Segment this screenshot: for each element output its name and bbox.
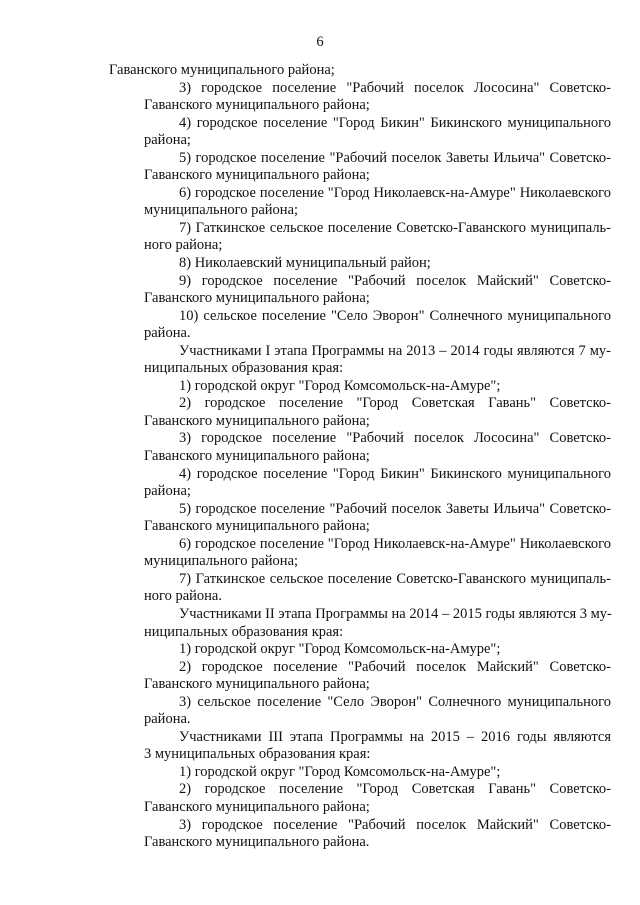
page-number: 6 [316,34,324,50]
text-line: Гаванского муниципального района; [144,412,370,429]
text-line: 5) городское поселение "Рабочий поселок Заветы Ильича" Советско- [179,149,611,166]
text-line: Гаванского муниципального района; [144,798,370,815]
text-line: 8) Николаевский муниципальный район; [179,255,431,272]
text-line: Гаванского муниципального района. [144,834,370,851]
text-line: Гаванского муниципального района; [144,448,370,465]
text-line: 3) сельское поселение "Село Эворон" Солнечного муниципального [179,693,611,710]
text-line: Гаванского муниципального района; [144,97,370,114]
text-line: 6) городское поселение "Город Николаевск-на-Амуре" Николаевского [179,184,611,201]
text-line: 7) Гаткинское сельское поселение Советско-Гаванского муниципаль- [179,219,611,236]
text-line: муниципального района; [144,553,299,570]
text-line: Гаванского муниципального района; [144,290,370,307]
text-line: Гаванского муниципального района; [144,676,370,693]
paragraph [109,343,611,378]
paragraph [109,220,611,255]
paragraph [109,430,611,465]
text-line: 3 муниципальных образования края: [144,746,371,763]
paragraph [109,378,611,396]
paragraph [109,729,611,764]
text-line: 2) городское поселение "Рабочий поселок Майский" Советско- [179,658,611,675]
text-line: 2) городское поселение "Город Советская Гавань" Советско- [179,395,611,412]
text-line: 1) городской округ "Город Комсомольск-на-Амуре"; [179,377,501,394]
text-line: 6) городское поселение "Город Николаевск-на-Амуре" Николаевского [179,535,611,552]
paragraph [109,273,611,308]
paragraph [109,694,611,729]
paragraph [109,817,611,852]
text-line: 10) сельское поселение "Село Эворон" Солнечного муниципального [179,307,611,324]
text-line: 3) городское поселение "Рабочий поселок Лососина" Советско- [179,430,611,447]
paragraph [109,641,611,659]
text-line: Участниками III этапа Программы на 2015 – 2016 годы являются [179,728,611,745]
paragraph [109,659,611,694]
text-line: ного района; [144,237,223,254]
text-line: 5) городское поселение "Рабочий поселок Заветы Ильича" Советско- [179,500,611,517]
text-line: Участниками II этапа Программы на 2014 – 2015 годы являются 3 му- [179,605,612,622]
text-line: 4) городское поселение "Город Бикин" Бикинского муниципального [179,114,611,131]
paragraph [109,395,611,430]
paragraph [109,501,611,536]
text-line: ниципальных образования края: [144,360,344,377]
text-line: ниципальных образования края: [144,623,344,640]
text-line: 4) городское поселение "Город Бикин" Бикинского муниципального [179,465,611,482]
text-line: 1) городской округ "Город Комсомольск-на-Амуре"; [179,763,501,780]
text-line: района. [144,325,191,342]
document-body [109,62,611,852]
paragraph [109,606,611,641]
paragraph [109,62,611,80]
text-line: Гаванского муниципального района; [109,62,335,78]
text-line: Гаванского муниципального района; [144,167,370,184]
paragraph [109,571,611,606]
paragraph [109,764,611,782]
paragraph [109,781,611,816]
text-line: Гаванского муниципального района; [144,518,370,535]
paragraph [109,115,611,150]
paragraph [109,185,611,220]
text-line: района; [144,132,191,149]
paragraph [109,80,611,115]
paragraph [109,466,611,501]
text-line: 9) городское поселение "Рабочий поселок Майский" Советско- [179,272,611,289]
text-line: 1) городской округ "Город Комсомольск-на-Амуре"; [179,641,501,658]
text-line: района. [144,711,191,728]
text-line: 2) городское поселение "Город Советская Гавань" Советско- [179,781,611,798]
text-line: 3) городское поселение "Рабочий поселок Майский" Советско- [179,816,611,833]
paragraph [109,308,611,343]
text-line: ного района. [144,588,222,605]
text-line: муниципального района; [144,202,299,219]
text-line: 3) городское поселение "Рабочий поселок Лососина" Советско- [179,79,611,96]
text-line: Участниками I этапа Программы на 2013 – 2014 годы являются 7 му- [179,342,611,359]
paragraph [109,150,611,185]
paragraph [109,536,611,571]
text-line: района; [144,483,191,500]
paragraph [109,255,611,273]
text-line: 7) Гаткинское сельское поселение Советско-Гаванского муниципаль- [179,570,611,587]
